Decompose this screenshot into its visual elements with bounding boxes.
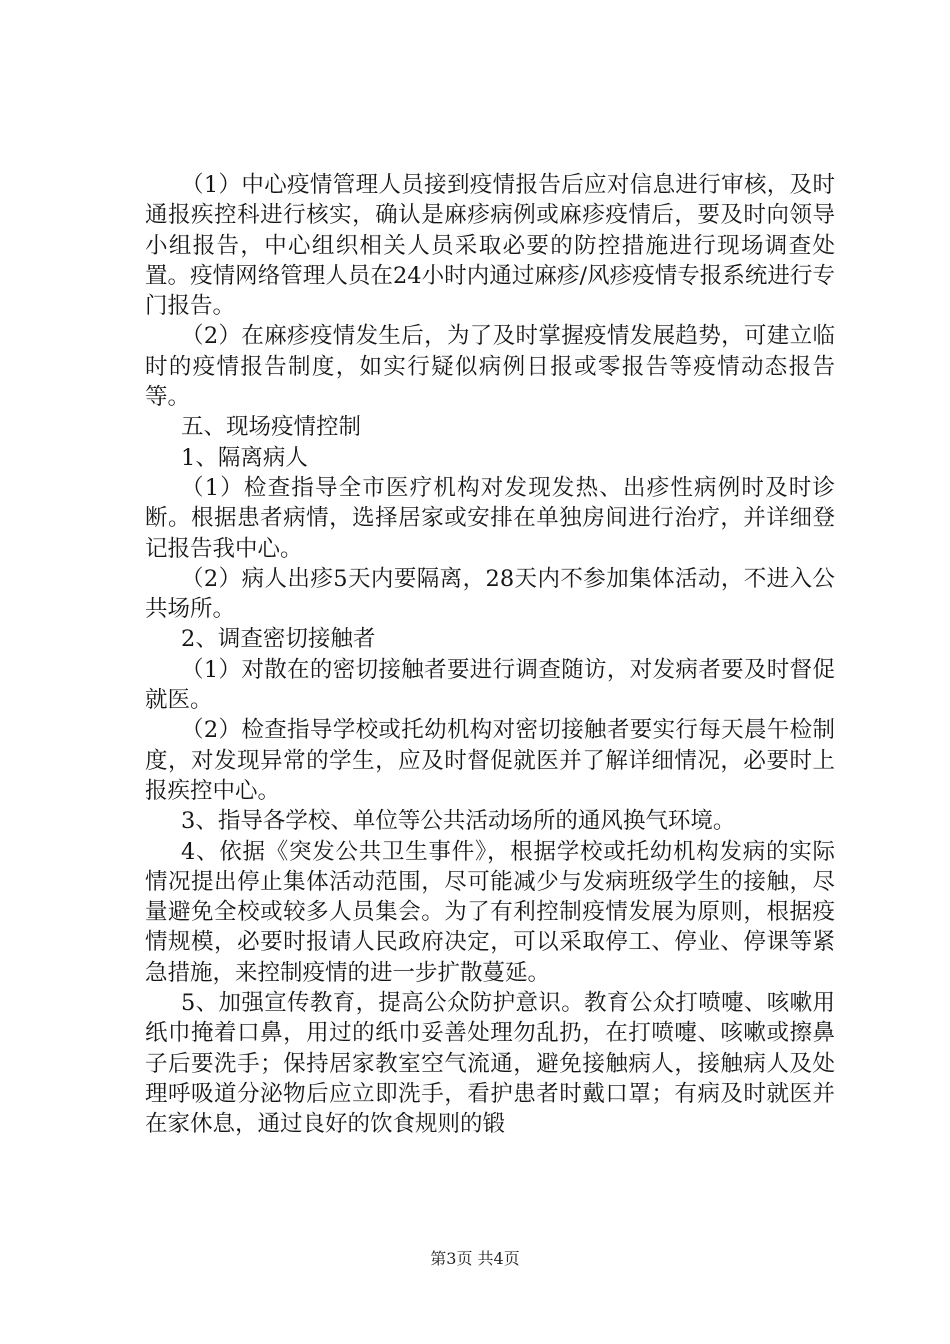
document-body [145,170,835,1140]
paragraph-diagnosis-guidance: （1）检查指导全市医疗机构对发现发热、出疹性病例时及时诊断。根据患者病情，选择居家或安排在单独房间进行治疗，并详细登记报告我中心。 [145,474,835,562]
paragraph-temporary-reporting: （2）在麻疹疫情发生后，为了及时掌握疫情发展趋势，可建立临时的疫情报告制度，如实行疑似病例日报或零报告等疫情动态报告等。 [145,323,835,411]
paragraph-public-education: 5、加强宣传教育，提高公众防护意识。教育公众打喷嚏、咳嗽用纸巾掩着口鼻，用过的纸巾妥善处理勿乱扔，在打喷嚏、咳嗽或擦鼻子后要洗手；保持居家教室空气流通，避免接触病人，接触病人及处理呼吸道分泌物后应立即洗手，看护患者时戴口罩；有病及时就医并在家休息，通过良好的饮食规则的锻 [145,990,835,1138]
paragraph-contact-followup: （1）对散在的密切接触者要进行调查随访，对发病者要及时督促就医。 [145,656,835,714]
paragraph-ventilation: 3、指导各学校、单位等公共活动场所的通风换气环境。 [181,808,736,835]
subheading-isolate-patients: 1、隔离病人 [181,444,308,471]
paragraph-reporting-review: （1）中心疫情管理人员接到疫情报告后应对信息进行审核，及时通报疾控科进行核实，确认是麻疹病例或麻疹疫情后，要及时向领导小组报告，中心组织相关人员采取必要的防控措施进行现场调查处置。疫情网络管理人员在24小时内通过麻疹/风疹疫情专报系统进行专门报告。 [145,172,835,320]
paragraph-school-checks: （2）检查指导学校或托幼机构对密切接触者要实行每天晨午检制度，对发现异常的学生，应及时督促就医并了解详细情况，必要时上报疾控中心。 [145,717,835,804]
section-heading-onsite-control: 五、现场疫情控制 [181,414,362,441]
page-number-footer: 第3页 共4页 [430,1249,520,1268]
paragraph-isolation-period: （2）病人出疹5天内要隔离，28天内不参加集体活动，不进入公共场所。 [145,565,835,623]
subheading-close-contacts: 2、调查密切接触者 [181,626,376,653]
paragraph-emergency-measures: 4、依据《突发公共卫生事件》，根据学校或托幼机构发病的实际情况提出停止集体活动范围，尽可能减少与发病班级学生的接触，尽量避免全校或较多人员集会。为了有利控制疫情发展为原则，根据疫情规模，必要时报请人民政府决定，可以采取停工、停业、停课等紧急措施，来控制疫情的进一步扩散蔓延。 [145,838,835,986]
